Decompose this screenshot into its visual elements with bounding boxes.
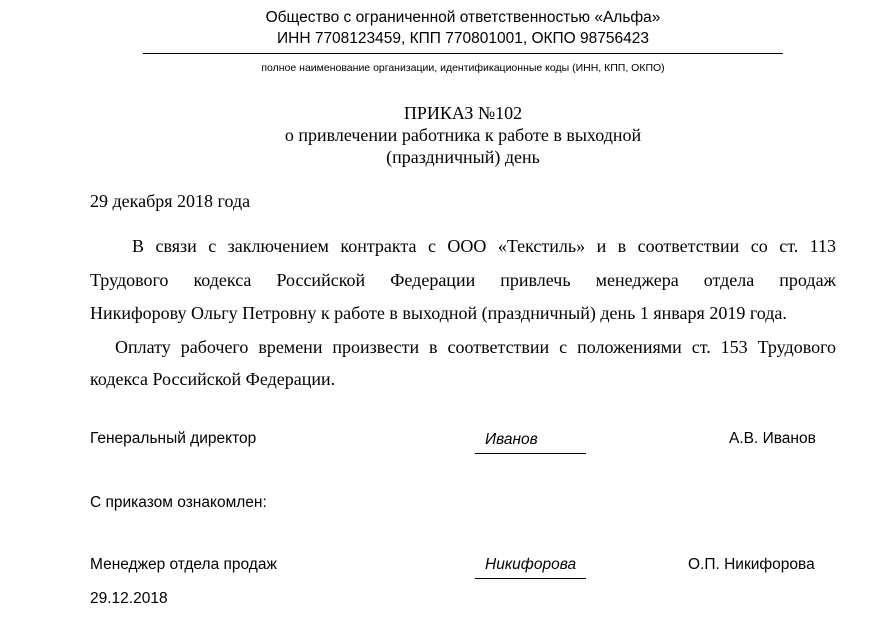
director-name: А.В. Иванов <box>729 430 816 447</box>
paragraph-2-line-1: Оплату рабочего времени произвести в соответствии с положениями ст. 153 Трудового <box>115 337 836 357</box>
manager-position: Менеджер отдела продаж <box>90 556 277 573</box>
acknowledgement-date: 29.12.2018 <box>90 590 168 607</box>
order-number: ПРИКАЗ №102 <box>403 103 523 123</box>
director-position: Генеральный директор <box>90 430 257 447</box>
acquainted-label: С приказом ознакомлен: <box>90 494 267 511</box>
paragraph-1-line-1: В связи с заключением контракта с ООО «Текстиль» и в соответствии со ст. 113 <box>132 236 836 256</box>
paragraph-2-line-2: кодекса Российской Федерации. <box>90 369 336 389</box>
manager-name: О.П. Никифорова <box>688 556 815 573</box>
paragraph-1-line-3: Никифорову Ольгу Петровну к работе в выходной (праздничный) день 1 января 2019 года. <box>90 303 787 323</box>
organization-name: Общество с ограниченной ответственностью «Альфа» <box>265 9 661 26</box>
order-subject-line-1: о привлечении работника к работе в выходной <box>284 125 642 145</box>
header-divider <box>143 53 783 54</box>
order-subject-line-2: (праздничный) день <box>386 147 540 167</box>
manager-signature: Никифорова <box>475 555 586 579</box>
header-caption: полное наименование организации, идентификационные коды (ИНН, КПП, ОКПО) <box>261 62 665 74</box>
director-signature: Иванов <box>475 430 586 454</box>
order-date: 29 декабря 2018 года <box>90 191 251 211</box>
paragraph-1-line-2: Трудового кодекса Российской Федерации привлечь менеджера отдела продаж <box>90 270 836 290</box>
organization-codes: ИНН 7708123459, КПП 770801001, ОКПО 98756423 <box>276 30 649 47</box>
